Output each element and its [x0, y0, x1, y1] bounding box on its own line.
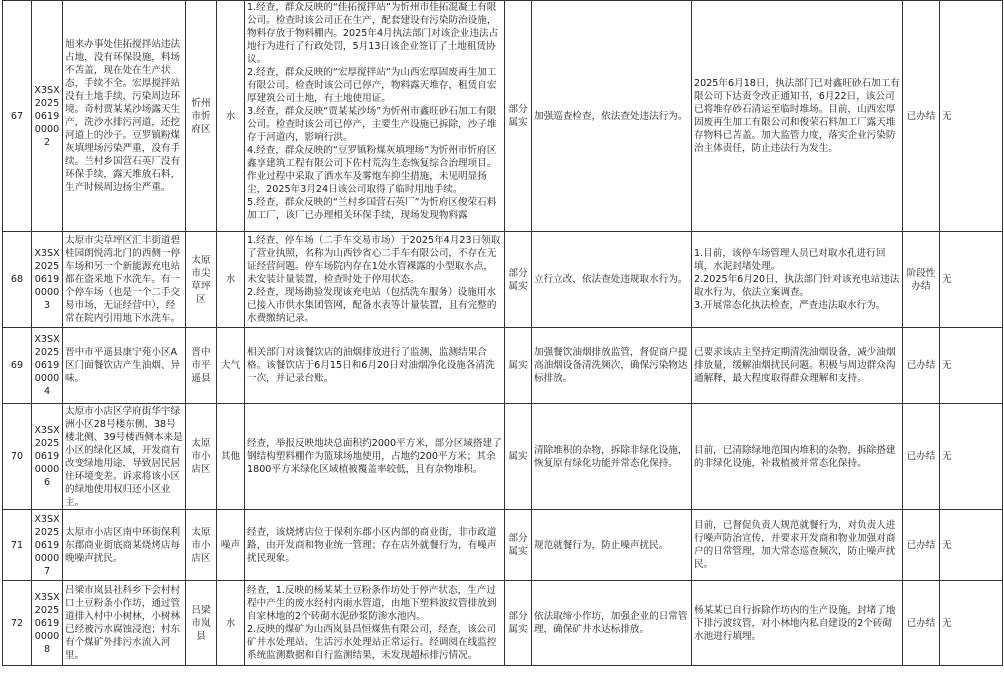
accountability: 无 [940, 232, 1003, 328]
administrative-area: 太原市小店区 [186, 404, 217, 510]
pollution-type: 水 [217, 581, 245, 666]
pollution-type: 大气 [217, 328, 245, 404]
rectification-progress: 2025年6月18日，执法部门已对鑫旺砂石加工有限公司下达责令改正通知书，6月22日，该公司已将堆存砂石清运至临时堆场。目前，山西宏厚固废再生加工有限公司和俊荣石料加工厂露天堆存物料已苫盖。加大监管力度，落实企业污染防治主体责任，防止违法行为发生。 [692, 1, 903, 232]
table-row [3, 1, 1003, 232]
accountability: 无 [940, 328, 1003, 404]
table-row [3, 404, 1003, 510]
case-code: X3SX2025061900003 [32, 232, 63, 328]
case-code: X3SX2025061900002 [32, 1, 63, 232]
handling-measures: 规范就餐行为，防止噪声扰民。 [532, 510, 692, 581]
handling-measures: 加强餐饮油烟排放监管，督促商户提高油烟设备清洗频次，确保污染物达标排放。 [532, 328, 692, 404]
pollution-type: 水 [217, 232, 245, 328]
rectification-progress: 已要求该店主坚持定期清洗油烟设备，减少油烟排放量，缓解油烟扰民问题。积极与周边群众沟通解释，最大程度取得群众理解和支持。 [692, 328, 903, 404]
administrative-area: 晋中市平遥县 [186, 328, 217, 404]
handling-measures: 依法取缔小作坊，加强企业的日常管理，确保矿井水达标排放。 [532, 581, 692, 666]
completion-status: 已办结 [903, 510, 940, 581]
case-code: X3SX2025061900007 [32, 510, 63, 581]
complaint-content: 太原市小店区南中环街保利东郡商业街底商某烧烤店每晚噪声扰民。 [63, 510, 186, 581]
row-number: 69 [3, 328, 32, 404]
rectification-progress: 目前，已督促负责人规范就餐行为，对负责人进行噪声防治宣传，并要求开发商和物业加强对商户的日常管理，加大常态巡查频次，防止噪声扰民。 [692, 510, 903, 581]
rectification-progress: 杨某某已自行拆除作坊内的生产设施，封堵了地下排污波纹管，对小林地内私自建设的2个砖砌水池进行填埋。 [692, 581, 903, 666]
handling-measures: 清除堆积的杂物，拆除非绿化设施，恢复原有绿化功能并常态化保持。 [532, 404, 692, 510]
verification-result: 部分属实 [505, 581, 532, 666]
handling-measures: 加强巡查检查，依法查处违法行为。 [532, 1, 692, 232]
verification-result: 部分属实 [505, 510, 532, 581]
row-number: 72 [3, 581, 32, 666]
complaint-content: 太原市小店区学府街华宇绿洲小区28号楼东侧、38号楼北侧、39号楼西侧本来是小区的绿化区域，开发商有改变绿地用途，导致居民居住环境变差。诉求将该小区的绿地使用权归还小区业主。 [63, 404, 186, 510]
rectification-progress: 目前，已清除绿地范围内堆积的杂物，拆除搭建的非绿化设施，补栽植被并常态化保持。 [692, 404, 903, 510]
row-number: 67 [3, 1, 32, 232]
investigation-findings: 经查，举报反映地块总面积约2000平方米，部分区域搭建了钢结构塑料棚作为篮球场地使用，占地约200平方米；其余1800平方米绿化区域植被覆盖率较低，且有杂物堆积。 [245, 404, 505, 510]
pollution-type: 水 [217, 1, 245, 232]
table-row [3, 232, 1003, 328]
investigation-findings: 经查，该烧烤店位于保利东郡小区内部的商业街，非市政道路，由开发商和物业统一管理；存在店外就餐行为，有噪声扰民现象。 [245, 510, 505, 581]
case-code: X3SX2025061900004 [32, 328, 63, 404]
completion-status: 已办结 [903, 581, 940, 666]
row-number: 68 [3, 232, 32, 328]
completion-status: 阶段性办结 [903, 232, 940, 328]
investigation-findings: 经查，1.反映的杨某某土豆粉条作坊处于停产状态，生产过程中产生的废水经村内雨水管道，由地下塑料波纹管排放到自家林地的2个砖砌水泥砂浆防渗水池内。 2.反映的煤矿为山西岚县昌恒煤焦有限公司，经查，该公司矿井水处理站、生活污水处理站正常运行。经调阅在线监控系统监测数据和自行监测结果，未发现超标排污情况。 [245, 581, 505, 666]
table-row [3, 581, 1003, 666]
accountability: 无 [940, 1, 1003, 232]
case-code: X3SX2025061900006 [32, 404, 63, 510]
administrative-area: 忻州市忻府区 [186, 1, 217, 232]
completion-status: 已办结 [903, 404, 940, 510]
complaint-content: 吕梁市岚县社科乡下会村村口土豆粉条小作坊，通过管道排入村中小树林，小树林已经被污水腐蚀浸泡；村东有个煤矿外排污水流入河里。 [63, 581, 186, 666]
investigation-findings: 1.经查，停车场（二手车交易市场）于2025年4月23日领取了营业执照，名称为山西钞省心二手车有限公司，不存在无证经营问题。停车场院内存在1处水管裸露的小型取水点，未安装计量装置，检查时处于停用状态。 2.经查，现场勘验发现该充电站（包括洗车服务）设施用水已接入市供水集团管网，配备水表等计量装置，且有完整的水费缴纳记录。 [245, 232, 505, 328]
accountability: 无 [940, 581, 1003, 666]
pollution-type: 其他 [217, 404, 245, 510]
accountability: 无 [940, 404, 1003, 510]
table-row [3, 328, 1003, 404]
complaint-content: 太原市尖草坪区汇丰街道碧桂园朗悦湾北门的西侧一停车场和另一个新能源充电站都在盗采地下水洗车。有一个停车场（也是一个二手交易市场，无证经营中），经常在院内引用地下水洗车。 [63, 232, 186, 328]
pollution-type: 噪声 [217, 510, 245, 581]
row-number: 70 [3, 404, 32, 510]
verification-result: 部分属实 [505, 232, 532, 328]
completion-status: 已办结 [903, 1, 940, 232]
verification-result: 属实 [505, 328, 532, 404]
completion-status: 已办结 [903, 328, 940, 404]
administrative-area: 太原市小店区 [186, 510, 217, 581]
case-code: X3SX2025061900008 [32, 581, 63, 666]
investigation-findings: 1.经查，群众反映的“佳拓搅拌站”为忻州市佳拓混凝土有限公司。检查时该公司正在生产，配套建设有污染防治设施，物料存放于物料棚内。2025年4月执法部门对该企业违法占地行为进行了行政处罚，5月13日该企业签订了土地租赁协议。 2.经查，群众反映的“宏厚搅拌站”为山西宏厚固废再生加工有限公司。检查时该公司已停产，物料露天堆存，租赁自宏厚建筑公司土地，有土地使用证。 3.经查，群众反映“贾某某沙场”为忻州市鑫旺砂石加工有限公司。检查时该公司已停产，主要生产设施已拆除，沙子堆存于河道内，影响行洪。 4.经查，群众反映的“豆罗镇粉煤灰填埋场”为忻州市忻府区鑫享建筑工程有限公司下佐村荒沟生态恢复综合治理项目。作业过程中采取了洒水车及雾炮车抑尘措施，未见明显扬尘，2025年3月24日该公司取得了临时用地手续。 5.经查，群众反映的“兰村乡国营石英厂”为忻府区俊荣石料加工厂，该厂已办理相关环保手续，现场发现物料露 [247, 2, 499, 221]
rectification-progress: 1.目前，该停车场管理人员已对取水孔进行回填，水泥封堵处理。 2.2025年6月20日，执法部门针对该充电站违法取水行为，依法立案调查。 3.开展常态化执法检查，严查违法取水行为。 [692, 232, 903, 328]
table-row [3, 510, 1003, 581]
administrative-area: 吕梁市岚县 [186, 581, 217, 666]
row-number: 71 [3, 510, 32, 581]
verification-result: 属实 [505, 404, 532, 510]
investigation-findings: 相关部门对该餐饮店的油烟排放进行了监测，监测结果合格。该餐饮店于6月15日和6月20日对油烟净化设施各清洗一次，并记录台账。 [245, 328, 505, 404]
complaint-content: 晋中市平遥县康宁苑小区A区门面餐饮店产生油烟、异味。 [63, 328, 186, 404]
administrative-area: 太原市尖草坪区 [186, 232, 217, 328]
handling-measures: 立行立改，依法查处违规取水行为。 [532, 232, 692, 328]
complaint-content: 旭来办事处佳拓搅拌站违法占地，没有环保设施，料场不苫盖，现在处在生产状态，手续不全。宏厚搅拌站没有土地手续，污染周边环境。奇村贾某某沙场露天生产，洗沙水排污河道，还挖河道上的沙子。豆罗镇粉煤灰填埋场污染严重，没有手续。兰村乡国营石英厂没有环保手续，露天堆放石料，生产时候周边扬尘严重。 [63, 1, 186, 232]
accountability: 无 [940, 510, 1003, 581]
verification-result: 部分属实 [505, 1, 532, 232]
petition-table [2, 0, 1003, 666]
